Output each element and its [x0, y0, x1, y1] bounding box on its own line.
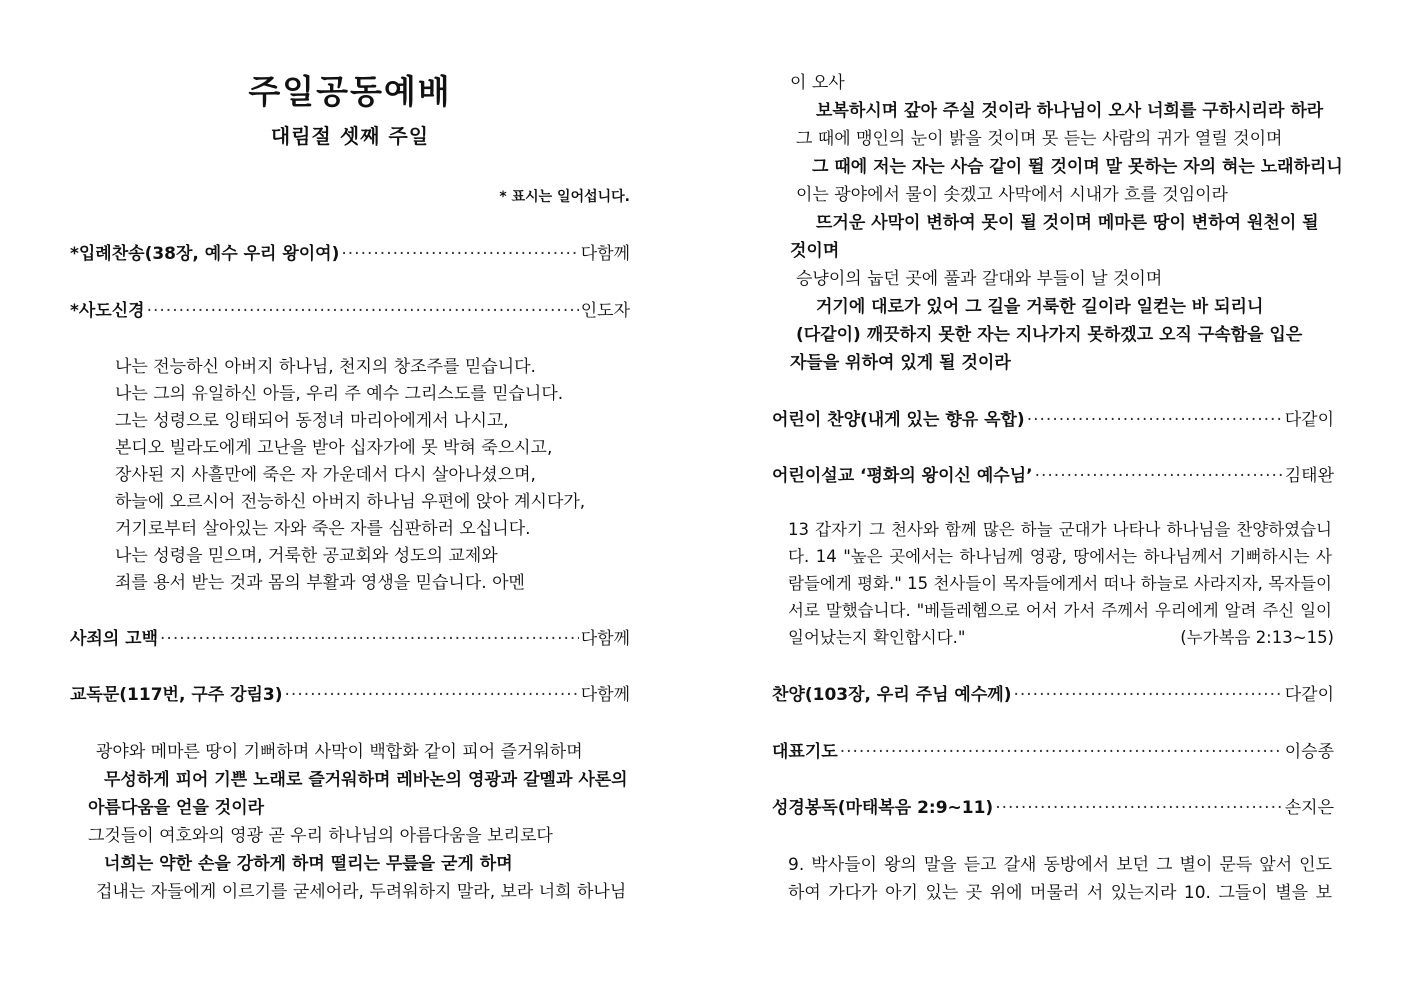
responsive-line: 광야와 메마른 땅이 기뻐하며 사막이 백합화 같이 피어 즐거워하며	[96, 742, 583, 762]
order-item-label: 어린이설교 ‘평화의 왕이신 예수님’	[772, 466, 1033, 486]
creed-line: 하늘에 오르시어 전능하신 아버지 하나님 우편에 앉아 계시다가,	[115, 492, 586, 512]
order-item-confession	[70, 624, 630, 649]
order-item-leader: 손지은	[1284, 798, 1334, 818]
order-item-opening-hymn	[70, 239, 630, 264]
order-item-label: 교독문(117번, 구주 강림3)	[70, 685, 283, 705]
sermon-text-line: 다. 14 "높은 곳에서는 하나님께 영광, 땅에서는 하나님께서 기뻐하시는 사	[788, 547, 1332, 566]
responsive-line: (다같이) 깨끗하지 못한 자는 지나가지 못하겠고 오직 구속함을 입은	[796, 325, 1303, 345]
responsive-line: 그것들이 여호와의 영광 곧 우리 하나님의 아름다움을 보리로다	[88, 826, 553, 846]
sermon-text-line: 13 갑자기 그 천사와 함께 많은 하늘 군대가 나타나 하나님을 찬양하였습니	[788, 520, 1332, 539]
creed-line: 그는 성령으로 잉태되어 동정녀 마리아에게서 나시고,	[115, 411, 509, 431]
responsive-line: 이 오사	[790, 73, 845, 93]
order-item-leader: 이승종	[1284, 742, 1334, 762]
creed-line: 나는 전능하신 아버지 하나님, 천지의 창조주를 믿습니다.	[115, 357, 536, 377]
creed-line: 죄를 용서 받는 것과 몸의 부활과 영생을 믿습니다. 아멘	[115, 573, 525, 593]
creed-line: 나는 성령을 믿으며, 거룩한 공교회와 성도의 교제와	[115, 546, 498, 566]
order-item-label: *사도신경	[70, 301, 145, 321]
responsive-line: 너희는 약한 손을 강하게 하며 떨리는 무릎을 굳게 하며	[104, 854, 513, 874]
leader-dots	[160, 629, 579, 649]
creed-line: 나는 그의 유일하신 아들, 우리 주 예수 그리스도를 믿습니다.	[115, 384, 564, 404]
leader-dots	[840, 742, 1283, 762]
scripture-text-line: 9. 박사들이 왕의 말을 듣고 갈새 동방에서 보던 그 별이 문득 앞서 인도	[788, 855, 1332, 875]
order-item-leader: 다함께	[580, 244, 630, 264]
sermon-text-line: 일어났는지 확인합시다."	[788, 628, 966, 647]
order-item-children-hymn	[772, 405, 1334, 430]
sermon-text-line: 서로 말했습니다. "베들레헴으로 어서 가서 주께서 우리에게 알려 주신 일이	[788, 601, 1332, 620]
leader-dots	[995, 798, 1283, 818]
responsive-line: 거기에 대로가 있어 그 길을 거룩한 길이라 일컫는 바 되리니	[816, 297, 1264, 317]
responsive-line: 무성하게 피어 기쁜 노래로 즐거워하며 레바논의 영광과 갈멜과 사론의	[104, 770, 628, 790]
creed-line: 거기로부터 살아있는 자와 죽은 자를 심판하러 오십니다.	[115, 519, 531, 539]
order-item-leader: 다같이	[1284, 685, 1334, 705]
responsive-line: 자들을 위하여 있게 될 것이라	[790, 353, 1011, 373]
responsive-line: 뜨거운 사막이 변하여 못이 될 것이며 메마른 땅이 변하여 원천이 될	[816, 213, 1319, 233]
order-item-label: 성경봉독(마태복음 2:9~11)	[772, 798, 994, 818]
page-subtitle: 대림절 셋째 주일	[270, 124, 430, 148]
scripture-text-line: 하여 가다가 아기 있는 곳 위에 머물러 서 있는지라 10. 그들이 별을 보	[788, 883, 1332, 903]
order-item-label: 사죄의 고백	[70, 629, 159, 649]
order-item-scripture-reading	[772, 793, 1334, 818]
leader-dots	[1027, 410, 1283, 430]
order-item-leader: 인도자	[580, 301, 630, 321]
creed-line: 본디오 빌라도에게 고난을 받아 십자가에 못 박혀 죽으시고,	[115, 438, 553, 458]
order-item-label: 찬양(103장, 우리 주님 예수께)	[772, 685, 1012, 705]
order-item-responsive-reading	[70, 680, 630, 705]
responsive-line: 이는 광야에서 물이 솟겠고 사막에서 시내가 흐를 것임이라	[796, 185, 1228, 205]
order-item-hymn	[772, 680, 1334, 705]
responsive-line: 그 때에 저는 자는 사슴 같이 뛸 것이며 말 못하는 자의 혀는 노래하리니	[812, 157, 1343, 177]
order-item-label: 어린이 찬양(내게 있는 향유 옥합)	[772, 410, 1025, 430]
leader-dots	[285, 685, 579, 705]
responsive-line: 아름다움을 얻을 것이라	[88, 798, 265, 818]
responsive-line: 것이며	[790, 241, 840, 261]
sermon-scripture-ref: (누가복음 2:13~15)	[1180, 628, 1334, 647]
responsive-line: 보복하시며 갚아 주실 것이라 하나님이 오사 너희를 구하시리라 하라	[816, 101, 1324, 121]
page-title: 주일공동예배	[248, 72, 452, 111]
order-item-leader: 김태완	[1284, 466, 1334, 486]
order-item-apostles-creed	[70, 296, 630, 321]
order-item-leader: 다함께	[580, 685, 630, 705]
leader-dots	[341, 244, 578, 264]
responsive-line: 승냥이의 눕던 곳에 풀과 갈대와 부들이 날 것이며	[796, 269, 1163, 289]
leader-dots	[1013, 685, 1282, 705]
order-item-leader: 다함께	[580, 629, 630, 649]
order-item-prayer	[772, 737, 1334, 762]
order-item-label: 대표기도	[772, 742, 838, 762]
standing-note: * 표시는 일어섭니다.	[499, 189, 630, 205]
leader-dots	[147, 301, 579, 321]
leader-dots	[1035, 466, 1283, 486]
order-item-label: *입례찬송(38장, 예수 우리 왕이여)	[70, 244, 340, 264]
responsive-line: 겁내는 자들에게 이르기를 굳세어라, 두려워하지 말라, 보라 너희 하나님	[96, 882, 627, 902]
creed-line: 장사된 지 사흘만에 죽은 자 가운데서 다시 살아나셨으며,	[115, 465, 536, 485]
sermon-text-line: 람들에게 평화." 15 천사들이 목자들에게서 떠나 하늘로 사라지자, 목자들이	[788, 574, 1332, 593]
order-item-leader: 다같이	[1284, 410, 1334, 430]
order-item-children-sermon	[772, 461, 1334, 486]
responsive-line: 그 때에 맹인의 눈이 밝을 것이며 못 듣는 사람의 귀가 열릴 것이며	[796, 129, 1283, 149]
